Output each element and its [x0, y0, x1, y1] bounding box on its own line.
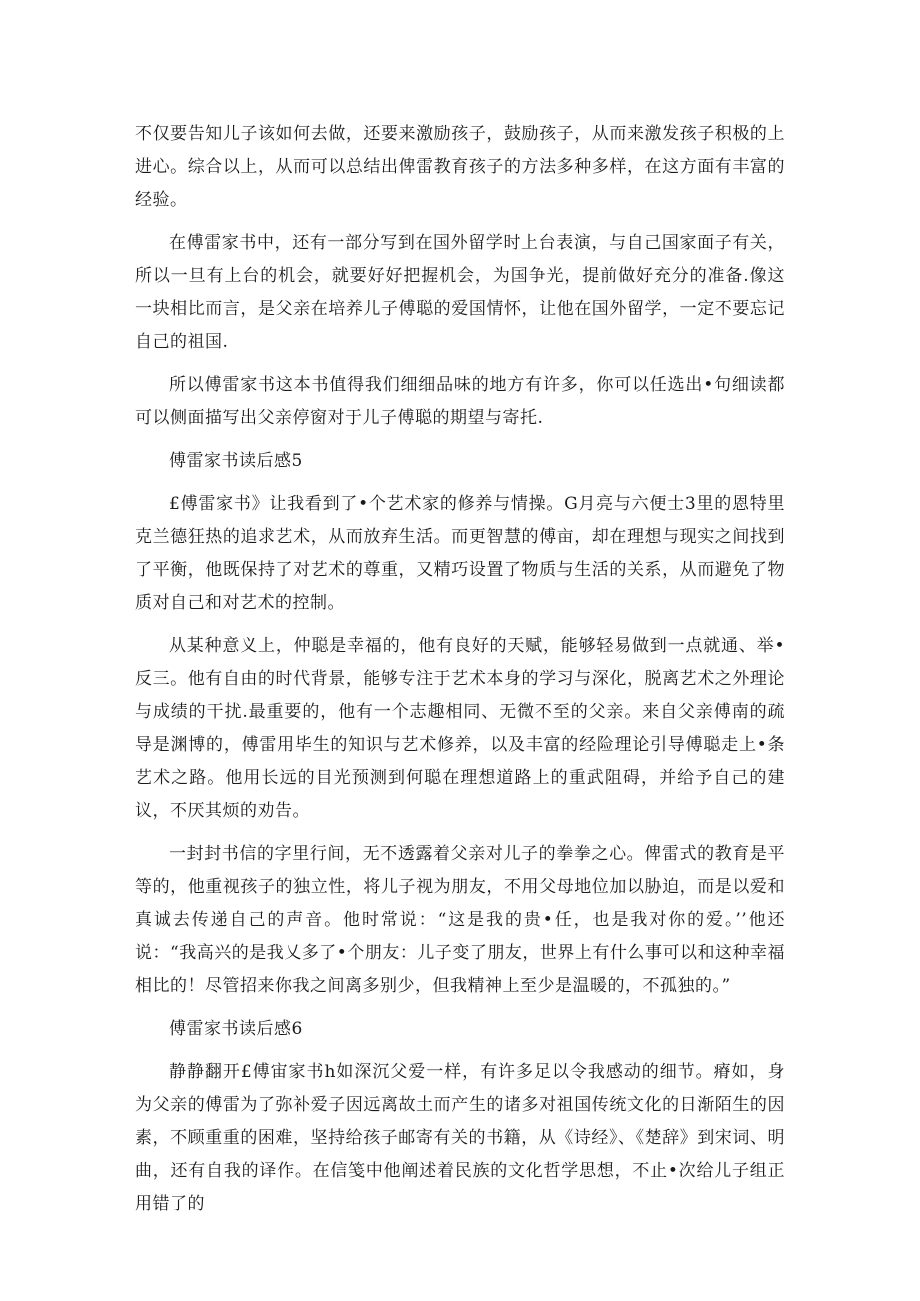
document-body: [135, 118, 785, 1231]
paragraph-conclusion: 所以傅雷家书这本书值得我们细细品味的地方有许多，你可以任选出•句细读都可以侧面描写出父亲停窗对于儿子傅聪的期望与寄托.: [135, 375, 785, 428]
paragraph-artist-cultivation: £傅雷家书》让我看到了•个艺术家的修养与情操。G月亮与六便士3里的恩特里克兰德狂热的追求艺术，从而放弃生活。而更智慧的傅亩，却在理想与现实之间找到了平衡，他既保持了对艺术的尊重，又精巧设置了物质与生活的关系，从而避免了物质对自己和对艺术的控制。: [135, 494, 785, 613]
section-heading-5: 傅雷家书读后感5: [169, 451, 303, 471]
paragraph-letters-love: 一封封书信的字里行间，无不透露着父亲对儿子的拳拳之心。俾雷式的教育是平等的，他重视孩子的独立性，将儿子视为朋友，不用父母地位加以胁迫，而是以爱和真诚去传递自己的声音。他时常说：“这是我的贵•任，也是我对你的爱。’’他还说：“我高兴的是我乂多了•个朋友：儿子变了朋友，世界上有什么事可以和这种幸福相比的！尽管招来你我之间离多别少，但我精神上至少是温暖的，不孤独的。”: [135, 844, 785, 996]
section-heading-6: 傅雷家书读后感6: [169, 1019, 303, 1039]
paragraph-continuation: 不仅要告知儿子该如何去做，还要来激励孩子，鼓励孩子，从而来激发孩子积极的上进心。综合以上，从而可以总结出俾雷教育孩子的方法多种多样，在这方面有丰富的经验。: [135, 124, 785, 210]
paragraph-father-details: 静静翻开£傅宙家书h如深沉父爱一样，有许多足以令我感动的细节。瘠如，身为父亲的傅雷为了弥补爱子因远离故土而产生的诸多对祖国传统文化的日渐陌生的因素，不顾重重的困难，坚持给孩子邮寄有关的书籍，从《诗经》、《楚辞》到宋词、明曲，还有自我的译作。在信笺中他阐述着民族的文化哲学思想，不止•次给儿子组正用错了的: [135, 1062, 785, 1214]
paragraph-patriotism: 在傅雷家书中，还有一部分写到在国外留学时上台表演，与自己国家面子有关，所以一旦有上台的机会，就要好好把握机会，为国争光，提前做好充分的准备.像这一块相比而言，是父亲在培养儿子傅聪的爱国情怀，让他在国外留学，一定不要忘记自己的祖国.: [135, 233, 785, 352]
paragraph-fortunate-fucong: 从某种意义上，仲聪是幸福的，他有良好的天赋，能够轻易做到一点就通、举•反三。他有自由的时代背景，能够专注于艺术本身的学习与深化，脱离艺术之外理论与成绩的干扰.最重要的，他有一个志趣相同、无微不至的父亲。来自父亲傅南的疏导是渊博的，傅雷用毕生的知识与艺术修养，以及丰富的经险理论引导傅聪走上•条艺术之路。他用长远的目光预测到何聪在理想道路上的重武阻碍，并给予自己的建议，不厌其烦的劝告。: [135, 636, 785, 821]
